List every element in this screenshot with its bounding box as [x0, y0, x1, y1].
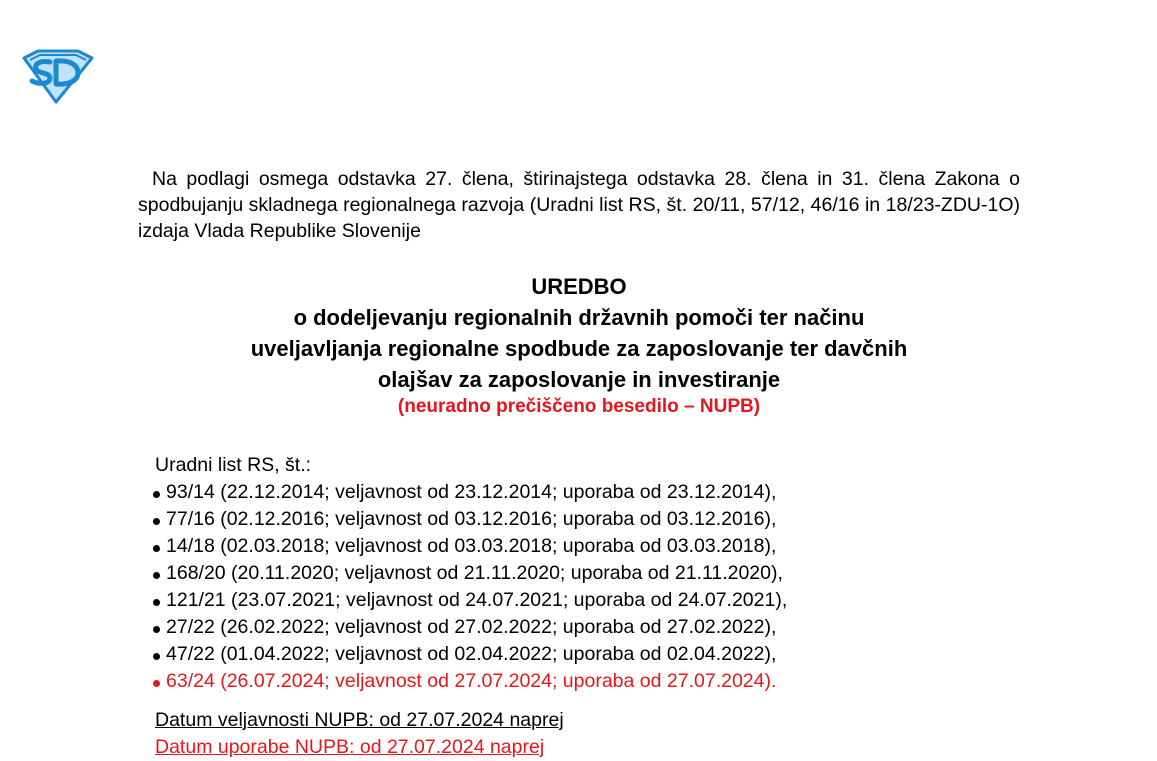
gazette-list — [150, 479, 1050, 695]
nupb-note: (neuradno prečiščeno besedilo – NUPB) — [397, 396, 761, 417]
gazette-label: Uradni list RS, št.: — [155, 454, 312, 476]
validity-date: Datum veljavnosti NUPB: od 27.07.2024 naprej — [155, 709, 564, 731]
bullet-icon — [153, 599, 160, 606]
sd-shield-logo-icon — [20, 48, 96, 104]
preamble-paragraph: Na podlagi osmega odstavka 27. člena, štirinajstega odstavka 28. člena in 31. člena Zakona o spodbujanju skladnega regionalnega razvoja (Uradni list RS, št. 20/11, 57/12, 46/16 in 18/23-ZDU-1O) izdaja Vlada Republike Slovenije — [138, 168, 1020, 242]
gazette-list-item: 93/14 (22.12.2014; veljavnost od 23.12.2014; uporaba od 23.12.2014), — [150, 479, 1050, 506]
gazette-list-item: 14/18 (02.03.2018; veljavnost od 03.03.2018; uporaba od 03.03.2018), — [150, 533, 1050, 560]
decree-title: UREDBO — [531, 274, 627, 299]
bullet-icon — [153, 653, 160, 660]
bullet-icon — [153, 626, 160, 633]
bullet-icon — [153, 518, 160, 525]
nupb-dates — [155, 707, 564, 761]
bullet-icon — [153, 545, 160, 552]
application-date: Datum uporabe NUPB: od 27.07.2024 naprej — [155, 736, 545, 758]
gazette-list-item: 27/22 (26.02.2022; veljavnost od 27.02.2022; uporaba od 27.02.2022), — [150, 614, 1050, 641]
decree-title-block — [138, 272, 1020, 419]
gazette-list-item: 168/20 (20.11.2020; veljavnost od 21.11.2020; uporaba od 21.11.2020), — [150, 560, 1050, 587]
gazette-list-item: 77/16 (02.12.2016; veljavnost od 03.12.2016; uporaba od 03.12.2016), — [150, 506, 1050, 533]
gazette-references — [150, 452, 1050, 695]
bullet-icon — [153, 680, 160, 687]
bullet-icon — [153, 491, 160, 498]
decree-subtitle-line-3: olajšav za zaposlovanje in investiranje — [377, 367, 781, 392]
gazette-list-item: 121/21 (23.07.2021; veljavnost od 24.07.2021; uporaba od 24.07.2021), — [150, 587, 1050, 614]
gazette-list-item: 47/22 (01.04.2022; veljavnost od 02.04.2022; uporaba od 02.04.2022), — [150, 641, 1050, 668]
decree-subtitle-line-2: uveljavljanja regionalne spodbude za zaposlovanje ter davčnih — [250, 336, 908, 361]
decree-subtitle-line-1: o dodeljevanju regionalnih državnih pomoči ter načinu — [293, 305, 865, 330]
bullet-icon — [153, 572, 160, 579]
gazette-list-item: 63/24 (26.07.2024; veljavnost od 27.07.2024; uporaba od 27.07.2024). — [150, 668, 1050, 695]
